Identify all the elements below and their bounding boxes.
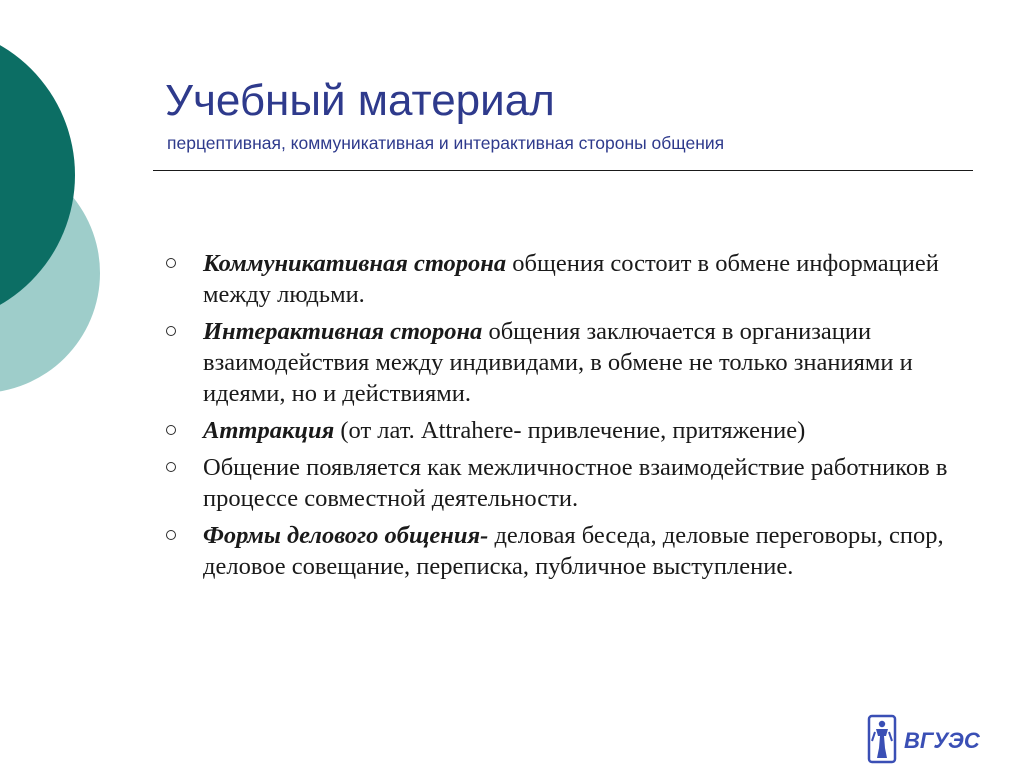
slide-title: Учебный материал xyxy=(165,76,555,125)
bullet-circle-icon xyxy=(166,530,176,540)
logo-text: ВГУЭС xyxy=(904,728,980,753)
bullet-text: Общение появляется как межличностное взаимодействие работников в процессе совместной деятельности. xyxy=(203,454,948,512)
list-item xyxy=(163,520,963,582)
bullet-circle-icon xyxy=(166,258,176,268)
bullet-term: Интерактивная сторона xyxy=(203,318,483,345)
bullet-term: Формы делового общения- xyxy=(203,522,489,549)
bullet-circle-icon xyxy=(166,425,176,435)
list-item xyxy=(163,415,963,446)
list-item xyxy=(163,452,963,514)
title-divider xyxy=(153,170,973,171)
bullet-term: Аттракция xyxy=(203,417,335,444)
title-block xyxy=(165,75,985,154)
slide-subtitle: перцептивная, коммуникативная и интерактивная стороны общения xyxy=(167,133,725,153)
list-item xyxy=(163,248,963,310)
bullet-term: Коммуникативная сторона xyxy=(203,250,507,277)
bullet-text: общения состоит в обмене информацией между людьми. xyxy=(203,250,939,308)
list-item xyxy=(163,316,963,409)
bullet-list xyxy=(163,248,963,588)
bullet-circle-icon xyxy=(166,462,176,472)
bullet-text: (от лат. Attrahere- привлечение, притяжение) xyxy=(334,417,806,444)
logo-emblem-icon xyxy=(869,716,895,762)
bullet-text: общения заключается в организации взаимодействия между индивидами, в обмене не только знаниями и идеями, но и действиями. xyxy=(203,318,913,407)
bullet-text: деловая беседа, деловые переговоры, спор, деловое совещание, переписка, публичное выступление. xyxy=(203,522,944,580)
logo xyxy=(866,714,986,764)
bullet-circle-icon xyxy=(166,326,176,336)
